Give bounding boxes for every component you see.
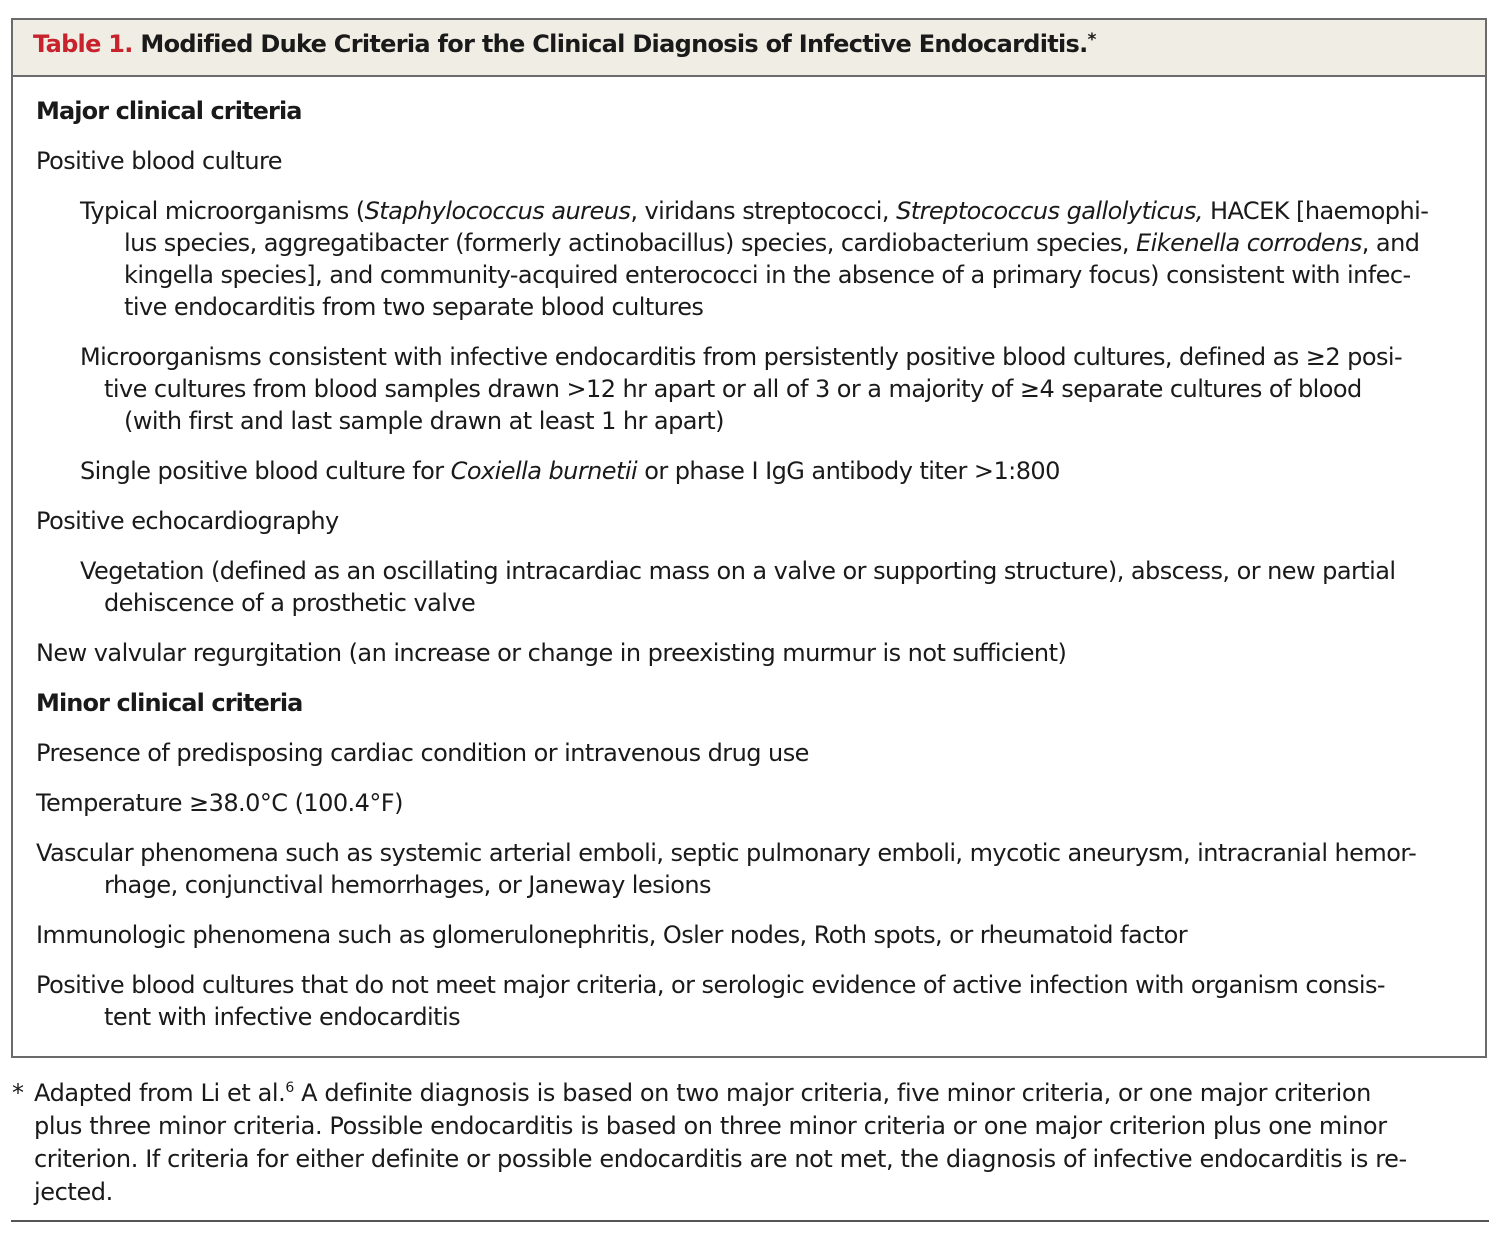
persistent-line-3: (with first and last sample drawn at least 1 hr apart) (124, 407, 724, 435)
organism-name: Streptococcus gallolyticus, (896, 197, 1203, 225)
text-run: Adapted from Li et al. (34, 1079, 286, 1107)
typical-line-3: kingella species], and community-acquired enterococci in the absence of a primary focus) consistent with infec- (124, 261, 1411, 289)
bottom-rule (11, 1220, 1489, 1222)
organism-name: Staphylococcus aureus (364, 197, 631, 225)
major-criteria-heading: Major clinical criteria (36, 97, 302, 125)
organism-name: Eikenella corrodens (1136, 229, 1362, 257)
footnote-line-4: jected. (34, 1178, 113, 1206)
footnote-marker: * (12, 1079, 24, 1107)
temperature-criterion: Temperature ≥38.0°C (100.4°F) (36, 789, 403, 817)
text-run: , viridans streptococci, (630, 197, 897, 225)
footnote-line-3: criterion. If criteria for either definite or possible endocarditis are not met, the diagnosis of infective endocarditis is re- (34, 1145, 1407, 1173)
persistent-cultures-criterion (13, 341, 1485, 437)
table-title-text: Modified Duke Criteria for the Clinical Diagnosis of Infective Endocarditis. (140, 30, 1088, 58)
vegetation-criterion (13, 555, 1485, 619)
footnote-line-2: plus three minor criteria. Possible endocarditis is based on three minor criteria or one major criterion plus one minor (34, 1112, 1387, 1140)
immunologic-criterion: Immunologic phenomena such as glomerulonephritis, Osler nodes, Roth spots, or rheumatoid factor (36, 921, 1188, 949)
typical-line-2 (13, 227, 1485, 259)
text-run: lus species, aggregatibacter (formerly actinobacillus) species, cardiobacterium species, (124, 229, 1137, 257)
predisposing-criterion: Presence of predisposing cardiac condition or intravenous drug use (36, 739, 809, 767)
text-run: A definite diagnosis is based on two major criteria, five minor criteria, or one major criterion (293, 1079, 1371, 1107)
table-label: Table 1. (33, 30, 133, 58)
table-title (13, 20, 1485, 77)
reference-number: 6 (285, 1080, 294, 1096)
title-footnote-marker: * (1087, 30, 1096, 50)
vascular-line-1: Vascular phenomena such as systemic arterial emboli, septic pulmonary emboli, mycotic aneurysm, intracranial hemor- (36, 839, 1417, 867)
minor-criteria-heading: Minor clinical criteria (36, 689, 303, 717)
echocardiography-heading: Positive echocardiography (36, 507, 339, 535)
vascular-line-2: rhage, conjunctival hemorrhages, or Janeway lesions (104, 871, 711, 899)
typical-line-1 (13, 195, 1485, 227)
persistent-line-1: Microorganisms consistent with infective endocarditis from persistently positive blood cultures, defined as ≥2 posi- (80, 343, 1403, 371)
regurgitation-criterion: New valvular regurgitation (an increase or change in preexisting murmur is not sufficient) (36, 639, 1067, 667)
organism-name: Coxiella burnetii (450, 457, 638, 485)
criteria-table (11, 18, 1487, 1058)
typical-microorganisms-criterion (13, 195, 1485, 323)
serologic-criterion (13, 969, 1485, 1033)
vegetation-line-1: Vegetation (defined as an oscillating intracardiac mass on a valve or supporting structure), abscess, or new partial (80, 557, 1396, 585)
vascular-criterion (13, 837, 1485, 901)
table-body (13, 77, 1485, 1033)
serologic-line-1: Positive blood cultures that do not meet major criteria, or serologic evidence of active infection with organism consis- (36, 971, 1386, 999)
text-run: HACEK [haemophi- (1202, 197, 1429, 225)
persistent-line-2: tive cultures from blood samples drawn >12 hr apart or all of 3 or a majority of ≥4 separate cultures of blood (104, 375, 1362, 403)
coxiella-criterion (13, 455, 1485, 487)
table-footnote (12, 1072, 1488, 1209)
blood-culture-heading: Positive blood culture (36, 147, 282, 175)
footnote-line-1 (12, 1072, 1488, 1110)
typical-line-4: tive endocarditis from two separate blood cultures (124, 293, 704, 321)
text-run: Single positive blood culture for (80, 457, 451, 485)
text-run: , and (1361, 229, 1420, 257)
text-run: or phase I IgG antibody titer >1:800 (637, 457, 1060, 485)
serologic-line-2: tent with infective endocarditis (104, 1003, 461, 1031)
text-run: Typical microorganisms ( (80, 197, 365, 225)
vegetation-line-2: dehiscence of a prosthetic valve (104, 589, 476, 617)
